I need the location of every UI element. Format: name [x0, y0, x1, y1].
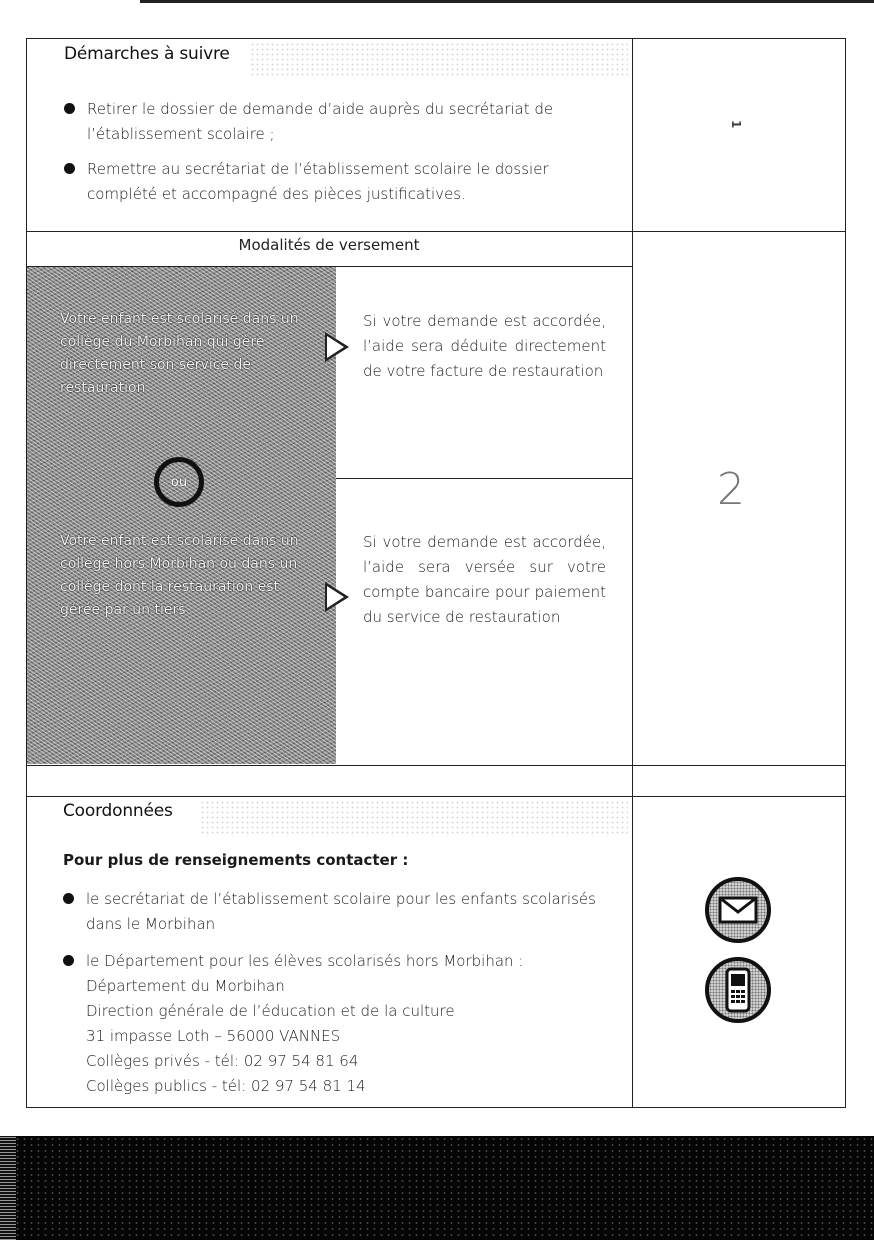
list-item [63, 949, 608, 1099]
demarches-list [64, 97, 564, 207]
section-title-coordonnees: Coordonnées [63, 801, 173, 821]
bullet-icon [63, 955, 74, 966]
step-number-2: 2 [717, 464, 745, 515]
title-band-texture [200, 800, 628, 834]
contact-department: Direction générale de l’éducation et de la culture [86, 1002, 455, 1020]
list-item [63, 887, 608, 937]
list-item [64, 157, 564, 207]
list-item-text: le secrétariat de l’établissement scolaire pour les enfants scolarisés dans le Morbihan [86, 890, 596, 933]
contact-organization: Département du Morbihan [86, 977, 285, 995]
contact-phone-private: Collèges privés - tél: 02 97 54 81 64 [86, 1052, 359, 1070]
arrow-right-icon [325, 332, 349, 362]
condition-case-2: Votre enfant est scolarisé dans un collège hors Morbihan ou dans un collège dont la restauration est gérée par un tiers [60, 533, 299, 618]
list-item-text: Retirer le dossier de demande d’aide auprès du secrétariat de l’établissement scolaire ; [87, 100, 554, 143]
mail-icon [705, 877, 771, 943]
or-separator-badge [154, 457, 204, 507]
frame-column-divider [632, 38, 633, 1108]
or-separator-label: ou [170, 474, 188, 490]
list-item-text: Remettre au secrétariat de l’établissement scolaire le dossier complété et accompagné des pièces justificatives. [87, 160, 549, 203]
contact-phone-public: Collèges publics - tél: 02 97 54 81 14 [86, 1077, 366, 1095]
frame-right-border [845, 38, 846, 1108]
frame-bottom-border [26, 1107, 846, 1108]
arrow-right-icon [325, 582, 349, 612]
condition-case-1: Votre enfant est scolarisé dans un collège du Morbihan qui gère directement son service de restauration [60, 311, 299, 396]
divider-case-results [336, 478, 632, 479]
contact-address: 31 impasse Loth – 56000 VANNES [86, 1027, 341, 1045]
frame-top-border [26, 38, 846, 39]
scan-left-edge-noise [0, 1136, 16, 1240]
bullet-icon [64, 163, 75, 174]
divider-demarches-modalites [26, 231, 846, 232]
section-title-modalites: Modalités de versement [238, 236, 420, 254]
step-number-1: 1 [729, 120, 743, 129]
contact-intro: Pour plus de renseignements contacter : [63, 851, 409, 869]
bullet-icon [63, 893, 74, 904]
result-case-1: Si votre demande est accordée, l’aide sera déduite directement de votre facture de restauration [363, 312, 606, 380]
divider-modalites-end [26, 765, 846, 766]
list-item [64, 97, 564, 147]
divider-coordonnees-start [26, 796, 846, 797]
result-case-2: Si votre demande est accordée, l’aide sera versée sur votre compte bancaire pour paiement du service de restauration [363, 533, 606, 626]
mobile-phone-icon [705, 957, 771, 1023]
scan-top-edge [140, 0, 874, 3]
scan-bottom-band [0, 1136, 874, 1240]
contact-line: le Département pour les élèves scolarisés hors Morbihan : [86, 952, 524, 970]
title-band-texture [250, 42, 628, 78]
contact-address-block [86, 949, 523, 1099]
section-title-demarches: Démarches à suivre [64, 44, 230, 64]
bullet-icon [64, 103, 75, 114]
contacts-list [63, 887, 608, 1099]
